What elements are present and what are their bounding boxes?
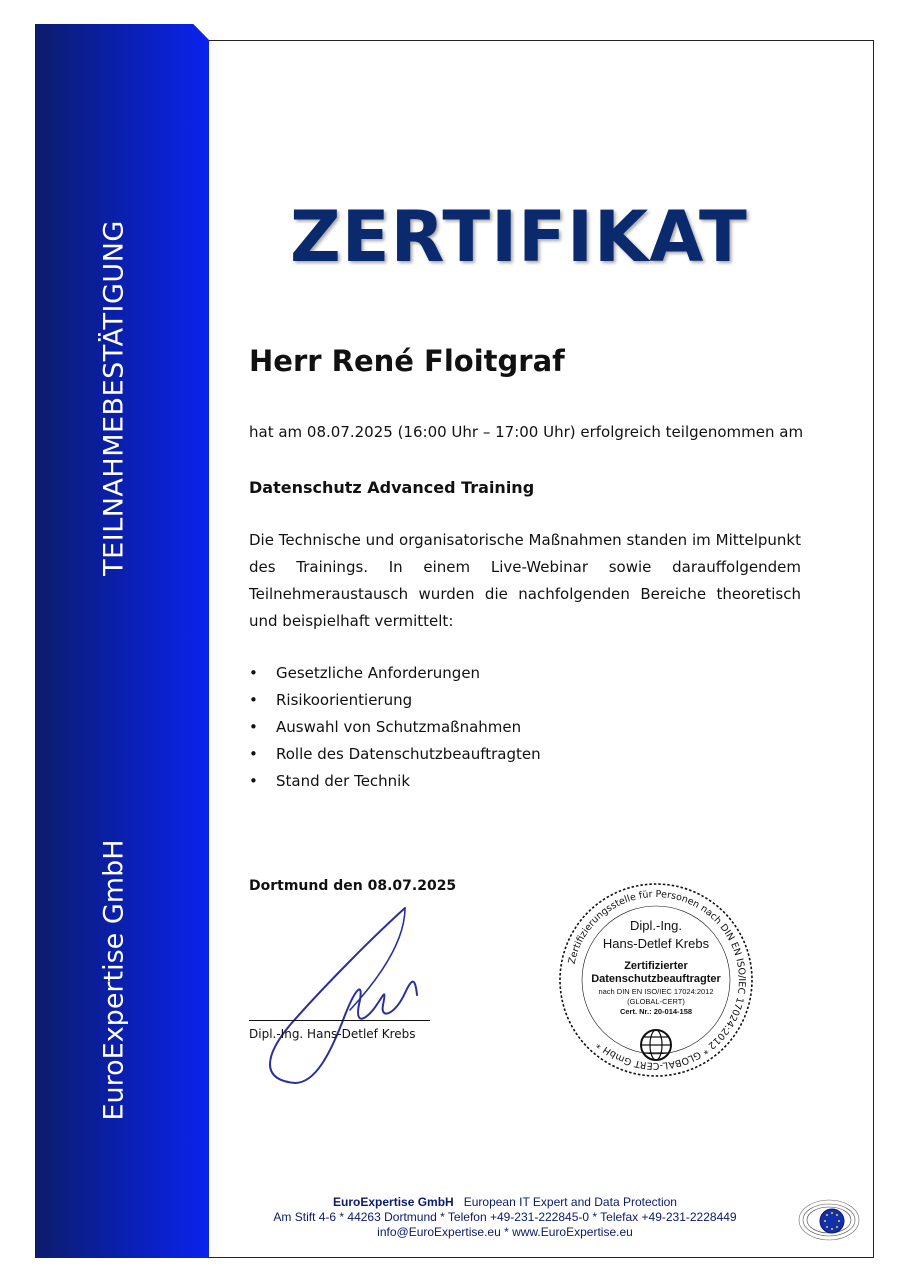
place-and-date: Dortmund den 08.07.2025 (249, 878, 457, 894)
certificate-title: ZERTIFIKAT (290, 196, 748, 278)
footer-address: Am Stift 4-6 * 44263 Dortmund * Telefon +49-231-222845-0 * Telefax +49-231-2228449 (273, 1210, 737, 1224)
sidebar-bottom-text: EuroExpertise GmbH (98, 839, 130, 1121)
course-title: Datenschutz Advanced Training (249, 478, 535, 497)
certification-stamp (556, 880, 756, 1080)
footer (230, 1195, 780, 1240)
footer-contact: info@EuroExpertise.eu * www.EuroExpertise.eu (377, 1225, 633, 1239)
globe-icon (641, 1030, 671, 1060)
stamp-ring-text: Zertifizierungsstelle für Personen nach DIN EN ISO/IEC 17024:2012 * GLOBAL-CERT GmbH * (566, 888, 748, 1072)
recipient-name: Herr René Floitgraf (249, 344, 565, 378)
course-description: Die Technische und organisatorische Maßnahmen standen im Mittelpunkt des Trainings. In einem Live-Webinar sowie darauffolgendem Teilnehmeraustausch wurden die nachfolgenden Bereiche theoretisch und beispielhaft vermittelt: (249, 531, 801, 630)
sidebar-top-text: TEILNAHMEBESTÄTIGUNG (98, 220, 130, 576)
footer-company: EuroExpertise GmbH (333, 1195, 454, 1209)
topic-item: • Stand der Technik (249, 768, 541, 795)
topic-item: • Rolle des Datenschutzbeauftragten (249, 741, 541, 768)
stamp-line7: Cert. Nr.: 20-014-158 (619, 1007, 693, 1016)
handwritten-signature (255, 905, 445, 1085)
footer-line1 (230, 1195, 780, 1210)
stamp-line3: Zertifizierter (624, 960, 688, 972)
stamp-line2: Hans-Detlef Krebs (602, 936, 710, 951)
topic-list (249, 660, 541, 795)
topic-item: • Gesetzliche Anforderungen (249, 660, 541, 687)
signature-line (249, 1020, 430, 1021)
signatory-name: Dipl.-Ing. Hans-Detlef Krebs (249, 1027, 416, 1041)
topic-item: • Auswahl von Schutzmaßnahmen (249, 714, 541, 741)
stamp-line1: Dipl.-Ing. (629, 918, 683, 933)
participation-text: hat am 08.07.2025 (16:00 Uhr – 17:00 Uhr) erfolgreich teilgenommen am (249, 423, 804, 441)
euro-globe-logo-icon (798, 1196, 860, 1242)
topic-item: • Risikoorientierung (249, 687, 541, 714)
stamp-line5: nach DIN EN ISO/IEC 17024:2012 (598, 987, 714, 996)
stamp-line4: Datenschutzbeauftragter (591, 973, 721, 985)
stamp-line6: (GLOBAL-CERT) (627, 997, 685, 1006)
footer-tagline: European IT Expert and Data Protection (463, 1195, 677, 1209)
